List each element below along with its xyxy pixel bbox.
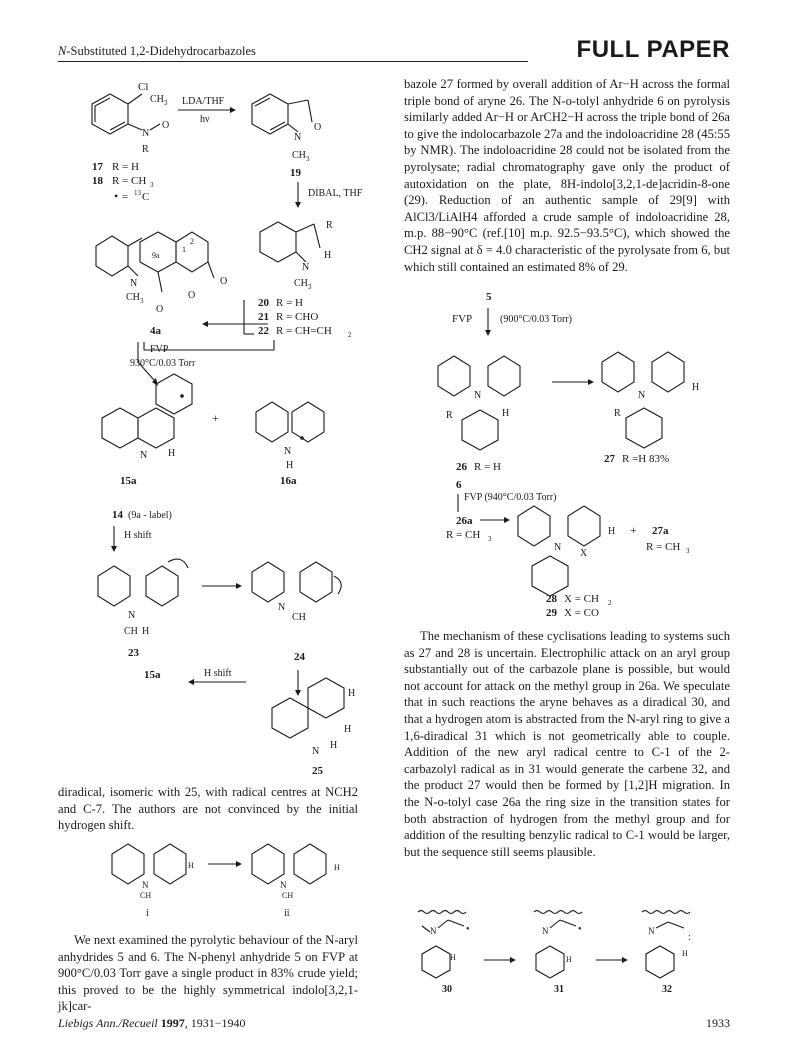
svg-text:9a: 9a <box>152 251 160 260</box>
svg-text:CH: CH <box>294 278 308 289</box>
svg-text:N: N <box>278 602 286 613</box>
svg-text:16a: 16a <box>280 475 297 487</box>
svg-text:H: H <box>168 448 176 459</box>
structure-i <box>112 844 194 919</box>
svg-text:N: N <box>542 926 549 936</box>
c13-legend <box>114 189 149 203</box>
svg-text:Cl: Cl <box>138 81 149 93</box>
svg-text:1: 1 <box>182 245 186 254</box>
label-17 <box>92 161 139 173</box>
header-rule <box>58 61 528 62</box>
svg-text:X: X <box>580 548 588 559</box>
svg-text:H: H <box>324 250 332 261</box>
svg-text:CH: CH <box>150 94 164 105</box>
h-shift-label: H shift <box>124 530 152 541</box>
svg-text:H: H <box>692 382 700 393</box>
svg-text:25: 25 <box>312 765 323 777</box>
running-title: N-Substituted 1,2-Didehydrocarbazoles <box>58 44 256 58</box>
svg-text:CH: CH <box>124 626 138 637</box>
svg-text:O: O <box>162 120 170 131</box>
svg-text:H: H <box>330 740 338 751</box>
svg-text:X = CH: X = CH <box>564 593 599 605</box>
label-9a: (9a - label) <box>128 510 172 521</box>
label-27a-r: R = CH <box>646 541 681 553</box>
svg-text:O: O <box>188 290 196 301</box>
structure-26 <box>438 356 520 473</box>
structure-16a <box>256 402 324 487</box>
svg-text:3: 3 <box>150 181 154 189</box>
svg-text:R = CHO: R = CHO <box>276 311 319 323</box>
footer-citation: Liebigs Ann./Recueil 1997, 1931−1940 <box>58 1016 246 1030</box>
fvp-conditions: 930°C/0.03 Torr <box>130 358 196 369</box>
svg-text:R = H: R = H <box>276 297 303 309</box>
svg-text:17: 17 <box>92 161 103 173</box>
svg-text::: : <box>688 932 691 943</box>
dibal-label: DIBAL, THF <box>308 188 363 199</box>
svg-text:•: • <box>466 924 470 935</box>
left-paragraph-b: We next examined the pyrolytic behaviour of the N-aryl anhydrides 5 and 6. The N-phenyl anhydride 5 on FVP at 900°C/0.03 Torr gave a single product in 83% crude yield; this proved to be the highly symmetrical indolo[3,2,1-jk]car- <box>58 933 358 1014</box>
left-paragraph-a: diradical, isomeric with 25, with radical centres at NCH2 and C-7. The authors are not convinced by the initial hydrogen shift. <box>58 785 358 833</box>
svg-text:O: O <box>314 122 322 133</box>
svg-text:15a: 15a <box>120 475 137 487</box>
structure-17-18 <box>92 81 169 155</box>
fvp-conditions-1: (900°C/0.03 Torr) <box>500 314 572 325</box>
svg-text:R: R <box>446 410 453 421</box>
svg-text:28: 28 <box>546 593 557 605</box>
svg-text:N: N <box>142 128 150 139</box>
structure-32 <box>642 911 691 996</box>
svg-text:O: O <box>156 304 164 315</box>
section-label: FULL PAPER <box>576 36 730 63</box>
svg-text:=: = <box>122 191 129 203</box>
svg-text:30: 30 <box>442 984 452 995</box>
svg-text:R = CH: R = CH <box>112 175 147 187</box>
label-15a-b: 15a <box>144 669 161 681</box>
svg-text:N: N <box>474 390 482 401</box>
h-shift-label-2: H shift <box>204 668 232 679</box>
svg-text:22: 22 <box>258 325 269 337</box>
structure-25 <box>272 678 355 777</box>
svg-text:H: H <box>188 861 194 870</box>
svg-text:H: H <box>566 955 572 964</box>
svg-text:3: 3 <box>308 283 312 291</box>
svg-text:R: R <box>326 220 333 231</box>
svg-text:26: 26 <box>456 461 467 473</box>
label-28 <box>546 593 612 607</box>
svg-text:19: 19 <box>290 167 301 179</box>
svg-text:CH: CH <box>292 150 306 161</box>
structure-15a <box>102 374 192 487</box>
label-21 <box>258 311 318 323</box>
svg-text:N: N <box>284 446 292 457</box>
label-14: 14 <box>112 509 123 521</box>
svg-text:•: • <box>114 189 119 203</box>
svg-text:3: 3 <box>686 547 690 555</box>
svg-text:•: • <box>578 924 582 935</box>
svg-text:CH: CH <box>292 612 306 623</box>
svg-text:ii: ii <box>284 908 290 919</box>
svg-text:N: N <box>638 390 646 401</box>
svg-text:N: N <box>142 880 149 890</box>
right-paragraph-b: The mechanism of these cyclisations leading to systems such as 27 and 28 is uncertain. Electrophilic attack on an aryl group substantially out of the carbazole plane is possible, but would not account for attack on the methyl group in 26a. We speculate that in such reactions the aryne behaves as a diradical 30, and that a hydrogen atom is abstracted from the N-aryl ring to give a 1,6-diradical 31 which is not geometrically able to couple. Addition of the new aryl radical centre to C-1 of the 2-carbazolyl radical as in 31 would generate the carbene 32, and the product 27 would then be formed by [1,2]H migration. In the N-o-tolyl case 26a the ring size in the transition states for both abstraction of hydrogen from the methyl group and for addition of the resulting benzylic radical to C-1 would be larger, but the sequence still seems plausible. <box>404 629 730 859</box>
svg-text:R = CH=CH: R = CH=CH <box>276 325 332 337</box>
structure-19 <box>252 94 321 179</box>
structure-31 <box>534 911 582 996</box>
structure-24 <box>252 562 341 663</box>
structure-28-29 <box>518 506 615 596</box>
label-26a-r: R = CH <box>446 529 481 541</box>
svg-text:32: 32 <box>662 984 672 995</box>
radical-scheme-30-32 <box>404 906 730 996</box>
svg-text:27: 27 <box>604 453 615 465</box>
reagent-label: LDA/THF <box>182 96 225 107</box>
svg-text:3: 3 <box>306 155 310 163</box>
svg-text:N: N <box>648 926 655 936</box>
svg-text:3: 3 <box>488 535 492 543</box>
label-18 <box>92 175 154 189</box>
svg-text:N: N <box>554 542 562 553</box>
svg-text:H: H <box>334 863 340 872</box>
svg-text:18: 18 <box>92 175 103 187</box>
label-20 <box>258 297 303 309</box>
svg-text:2: 2 <box>190 237 194 246</box>
fvp-label-2: FVP (940°C/0.03 Torr) <box>464 492 557 503</box>
fvp-label-1: FVP <box>452 313 473 325</box>
svg-text:H: H <box>344 724 352 735</box>
svg-text:CH: CH <box>140 891 152 900</box>
fvp-label: FVP <box>150 344 169 355</box>
svg-text:H: H <box>142 626 150 637</box>
svg-text:3: 3 <box>164 99 168 107</box>
svg-text:24: 24 <box>294 651 305 663</box>
svg-text:20: 20 <box>258 297 269 309</box>
label-27a: 27a <box>652 525 669 537</box>
svg-text:3: 3 <box>140 297 144 305</box>
svg-text:CH: CH <box>282 891 294 900</box>
label-6: 6 <box>456 479 462 491</box>
svg-text:N: N <box>294 132 302 143</box>
svg-text:X = CO: X = CO <box>564 607 599 618</box>
plus-sign: + <box>212 411 219 425</box>
left-reaction-scheme <box>58 72 388 780</box>
svg-text:H: H <box>348 688 356 699</box>
svg-text:H: H <box>682 949 688 958</box>
structure-20-22 <box>260 220 333 291</box>
svg-text:2: 2 <box>608 599 612 607</box>
svg-text:N: N <box>130 278 138 289</box>
svg-text:R = H: R = H <box>474 461 501 473</box>
svg-text:29: 29 <box>546 607 557 618</box>
svg-text:4a: 4a <box>150 325 161 337</box>
svg-text:23: 23 <box>128 647 139 659</box>
svg-text:N: N <box>280 880 287 890</box>
page-number: 1933 <box>706 1016 730 1030</box>
svg-text:N: N <box>430 926 437 936</box>
svg-text:R =H 83%: R =H 83% <box>622 453 670 465</box>
svg-text:N: N <box>302 262 310 273</box>
svg-text:CH: CH <box>126 292 140 303</box>
plus-sign-2: + <box>630 523 637 537</box>
svg-text:H: H <box>502 408 510 419</box>
label-29 <box>546 607 599 618</box>
svg-text:O: O <box>220 276 228 287</box>
svg-text:13: 13 <box>134 189 141 197</box>
svg-text:R: R <box>614 408 621 419</box>
label-5: 5 <box>486 291 492 303</box>
label-26a: 26a <box>456 515 473 527</box>
label-22 <box>258 325 352 339</box>
svg-text:H: H <box>450 953 456 962</box>
svg-text:N: N <box>140 450 148 461</box>
svg-text:2: 2 <box>348 331 352 339</box>
svg-text:H: H <box>286 460 294 471</box>
structure-30 <box>418 911 470 996</box>
structures-i-ii <box>58 834 358 924</box>
svg-text:R: R <box>142 144 149 155</box>
hv-label: hν <box>200 114 210 125</box>
svg-text:R = H: R = H <box>112 161 139 173</box>
svg-text:N: N <box>312 746 320 757</box>
svg-text:31: 31 <box>554 984 564 995</box>
svg-text:N: N <box>128 610 136 621</box>
structure-27 <box>602 352 699 465</box>
structure-ii <box>252 844 340 919</box>
svg-text:H: H <box>608 526 616 537</box>
svg-text:i: i <box>146 908 149 919</box>
svg-text:C: C <box>142 191 150 203</box>
right-reaction-scheme <box>404 286 730 618</box>
right-paragraph-a: bazole 27 formed by overall addition of Ar−H across the formal triple bond of aryne 26. The N-o-tolyl anhydride 6 on pyrolysis similarly added Ar−H or ArCH2−H across the triple bond of 26a to give the indolocarbazole 27a and the indoloacridine 28 (45:55 by NMR). The indoloacridine 28 could not be isolated from the pyrolysate; radial chromatography gave only the product of autoxidation on the plate, 8H-indolo[3,2,1-de]acridin-8-one (29). Reduction of an authentic sample of 29[9] with AlCl3/LiAlH4 afforded a crude sample of indoloacridine 28, m.p. 88−90°C (ref.[10] m.p. 92.5−93.5°C), which showed the CH2 signal at δ = 4.0 characteristic of the pyrolysate from 6, but which still contained an estimated 8% of 29. <box>404 77 730 274</box>
svg-text:21: 21 <box>258 311 269 323</box>
structure-23 <box>98 559 188 659</box>
